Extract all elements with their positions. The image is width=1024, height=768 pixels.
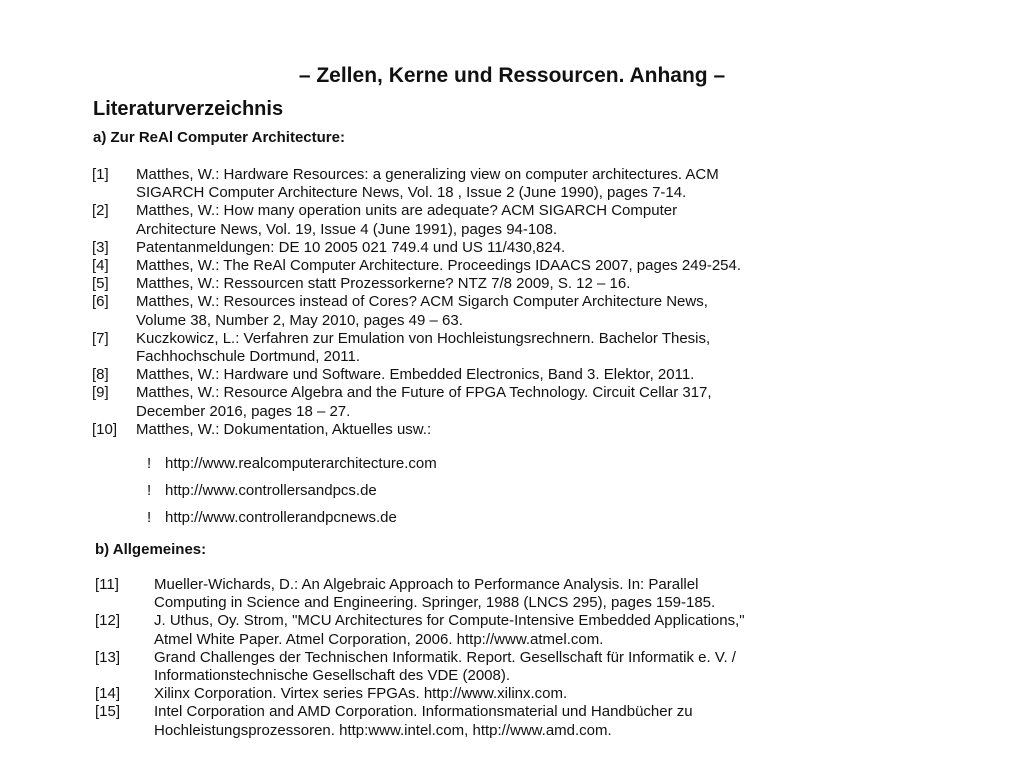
- reference-text-line: Atmel White Paper. Atmel Corporation, 2006. http://www.atmel.com.: [154, 630, 604, 648]
- reference-item: [92, 239, 852, 257]
- reference-text-line: Kuczkowicz, L.: Verfahren zur Emulation von Hochleistungsrechnern. Bachelor Thesis,: [136, 329, 711, 347]
- reference-item: [92, 257, 852, 275]
- reference-text-line: Grand Challenges der Technischen Informatik. Report. Gesellschaft für Informatik e. V. /: [154, 648, 736, 666]
- link-list: [147, 455, 437, 536]
- reference-number: [15]: [95, 703, 121, 721]
- bullet-icon: !: [147, 482, 152, 499]
- reference-text-line: Matthes, W.: Ressourcen statt Prozessorkerne? NTZ 7/8 2009, S. 12 – 16.: [136, 275, 631, 293]
- reference-number: [2]: [92, 202, 109, 220]
- reference-text-line: Architecture News, Vol. 19, Issue 4 (June 1991), pages 94-108.: [136, 220, 558, 238]
- reference-item: [92, 202, 852, 238]
- link-url[interactable]: http://www.realcomputerarchitecture.com: [165, 455, 437, 472]
- reference-list-b: [95, 576, 875, 740]
- reference-item: [92, 293, 852, 329]
- slide-title: – Zellen, Kerne und Ressourcen. Anhang –: [298, 64, 726, 87]
- reference-item: [92, 366, 852, 384]
- reference-text-line: SIGARCH Computer Architecture News, Vol. 18 , Issue 2 (June 1990), pages 7-14.: [136, 184, 687, 202]
- reference-number: [7]: [92, 329, 109, 347]
- reference-number: [3]: [92, 238, 109, 256]
- reference-list-a: [92, 166, 852, 439]
- reference-number: [11]: [95, 576, 119, 593]
- link-item: [147, 482, 437, 509]
- reference-item: [95, 703, 875, 739]
- reference-text-line: Computing in Science and Engineering. Springer, 1988 (LNCS 295), pages 159-185.: [154, 594, 716, 612]
- reference-item: [95, 612, 875, 648]
- link-url[interactable]: http://www.controllerandpcnews.de: [165, 509, 397, 526]
- reference-item: [95, 685, 875, 703]
- reference-number: [14]: [95, 685, 121, 703]
- reference-text-line: Matthes, W.: Hardware und Software. Embedded Electronics, Band 3. Elektor, 2011.: [136, 366, 695, 384]
- reference-item: [92, 330, 852, 366]
- reference-text-line: Mueller-Wichards, D.: An Algebraic Approach to Performance Analysis. In: Parallel: [154, 576, 699, 593]
- reference-text-line: December 2016, pages 18 – 27.: [136, 402, 351, 420]
- reference-text-line: Matthes, W.: Hardware Resources: a generalizing view on computer architectures. ACM: [136, 166, 719, 183]
- bullet-icon: !: [147, 509, 152, 526]
- reference-text-line: Volume 38, Number 2, May 2010, pages 49 – 63.: [136, 311, 463, 329]
- reference-item: [95, 576, 875, 612]
- reference-text-line: Intel Corporation and AMD Corporation. Informationsmaterial und Handbücher zu: [154, 703, 693, 721]
- reference-number: [1]: [92, 166, 109, 183]
- section-b-heading: b) Allgemeines:: [95, 541, 207, 558]
- bibliography-heading: Literaturverzeichnis: [93, 98, 284, 120]
- reference-number: [8]: [92, 366, 109, 384]
- reference-text-line: Patentanmeldungen: DE 10 2005 021 749.4 und US 11/430,824.: [136, 238, 566, 256]
- reference-text-line: Fachhochschule Dortmund, 2011.: [136, 348, 361, 366]
- reference-text-line: Matthes, W.: The ReAl Computer Architecture. Proceedings IDAACS 2007, pages 249-254.: [136, 257, 742, 275]
- reference-text-line: Matthes, W.: How many operation units are adequate? ACM SIGARCH Computer: [136, 202, 678, 220]
- reference-number: [5]: [92, 275, 109, 293]
- link-url[interactable]: http://www.controllersandpcs.de: [165, 482, 377, 499]
- reference-text-line: Informationstechnische Gesellschaft des VDE (2008).: [154, 667, 511, 685]
- reference-text-line: Matthes, W.: Dokumentation, Aktuelles usw.:: [136, 420, 432, 438]
- reference-item: [92, 166, 852, 202]
- bullet-icon: !: [147, 455, 152, 472]
- reference-number: [9]: [92, 384, 109, 402]
- reference-text-line: J. Uthus, Oy. Strom, "MCU Architectures for Compute-Intensive Embedded Applications,": [154, 612, 745, 630]
- link-item: [147, 455, 437, 482]
- reference-item: [95, 649, 875, 685]
- reference-item: [92, 275, 852, 293]
- reference-number: [13]: [95, 648, 121, 666]
- reference-number: [6]: [92, 293, 109, 311]
- reference-text-line: Xilinx Corporation. Virtex series FPGAs. http://www.xilinx.com.: [154, 685, 568, 703]
- reference-item: [92, 421, 852, 439]
- reference-text-line: Matthes, W.: Resources instead of Cores? ACM Sigarch Computer Architecture News,: [136, 293, 708, 311]
- link-item: [147, 509, 437, 536]
- section-a-heading: a) Zur ReAl Computer Architecture:: [93, 129, 345, 146]
- reference-text-line: Matthes, W.: Resource Algebra and the Future of FPGA Technology. Circuit Cellar 317,: [136, 384, 712, 402]
- reference-number: [12]: [95, 612, 121, 630]
- reference-number: [4]: [92, 257, 109, 275]
- reference-text-line: Hochleistungsprozessoren. http:www.intel.com, http://www.amd.com.: [154, 721, 612, 739]
- reference-item: [92, 384, 852, 420]
- reference-number: [10]: [92, 420, 118, 438]
